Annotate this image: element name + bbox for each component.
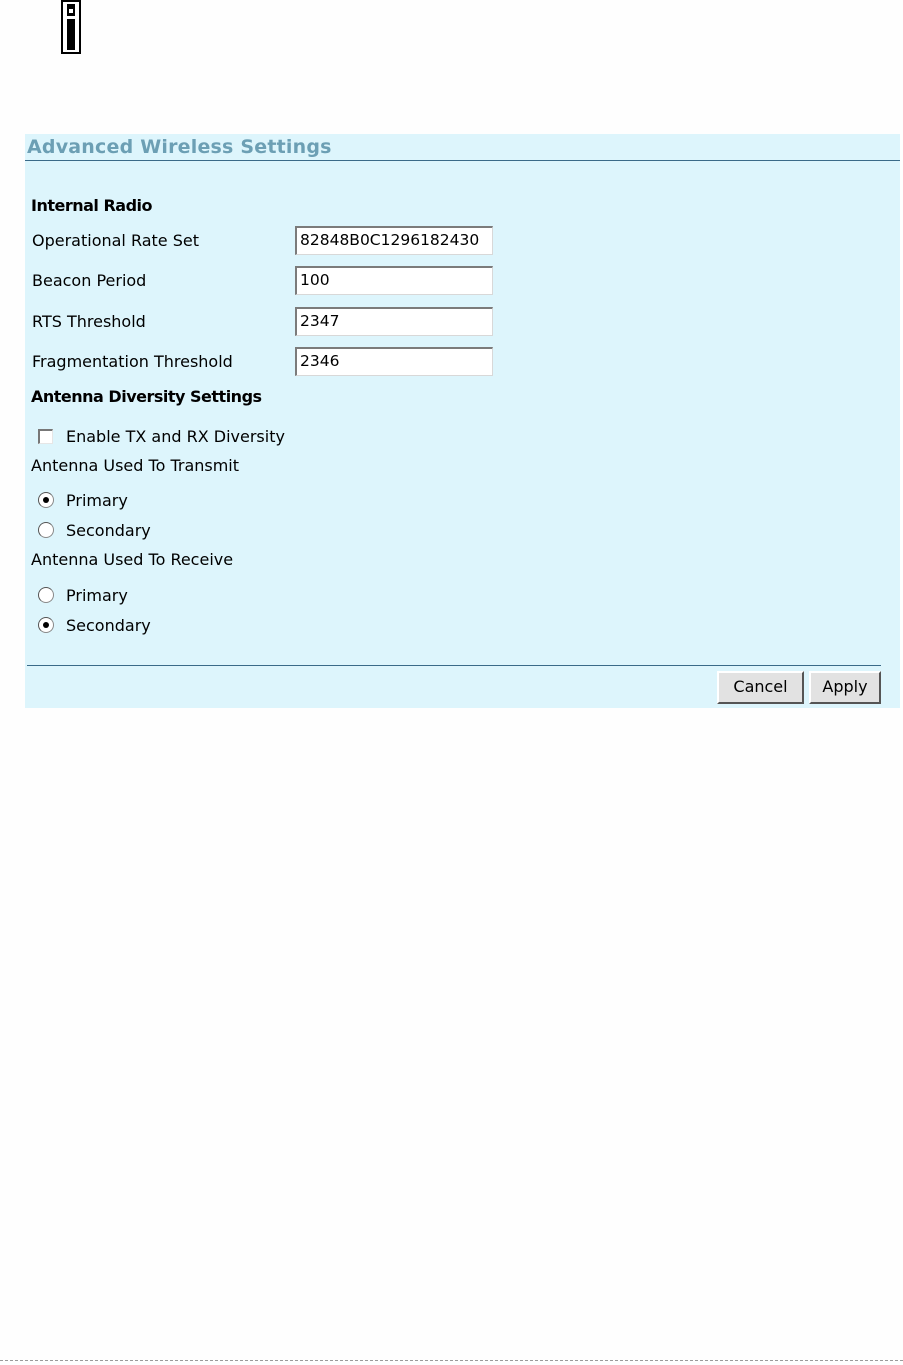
- panel-title: Advanced Wireless Settings: [27, 136, 332, 158]
- rts-threshold-input[interactable]: 2347: [295, 307, 493, 336]
- transmit-primary-option[interactable]: [38, 489, 128, 511]
- rts-threshold-label: RTS Threshold: [32, 312, 146, 331]
- info-icon: [61, 0, 81, 54]
- cancel-button[interactable]: Cancel: [717, 671, 804, 704]
- transmit-secondary-option[interactable]: [38, 519, 151, 541]
- tx-rx-diversity-label: Enable TX and RX Diversity: [66, 426, 285, 446]
- receive-secondary-radio[interactable]: [38, 617, 54, 633]
- receive-primary-label: Primary: [66, 585, 128, 605]
- title-divider: [25, 160, 900, 161]
- footer-divider: [27, 665, 881, 666]
- beacon-period-input[interactable]: 100: [295, 266, 493, 295]
- receive-secondary-label: Secondary: [66, 615, 151, 635]
- receive-primary-radio[interactable]: [38, 587, 54, 603]
- operational-rate-set-input[interactable]: 82848B0C1296182430: [295, 226, 493, 255]
- receive-primary-option[interactable]: [38, 584, 128, 606]
- transmit-primary-radio[interactable]: [38, 492, 54, 508]
- advanced-wireless-settings-panel: [25, 134, 900, 708]
- internal-radio-heading: Internal Radio: [31, 196, 153, 215]
- receive-antenna-label: Antenna Used To Receive: [31, 550, 234, 569]
- transmit-secondary-label: Secondary: [66, 520, 151, 540]
- tx-rx-diversity-checkbox[interactable]: [38, 429, 53, 444]
- transmit-secondary-radio[interactable]: [38, 522, 54, 538]
- apply-button[interactable]: Apply: [809, 671, 881, 704]
- tx-rx-diversity-row[interactable]: [38, 425, 285, 447]
- page-footer-divider: [0, 1360, 903, 1361]
- antenna-diversity-heading: Antenna Diversity Settings: [31, 387, 262, 406]
- fragmentation-threshold-input[interactable]: 2346: [295, 347, 493, 376]
- operational-rate-set-label: Operational Rate Set: [32, 231, 200, 250]
- fragmentation-threshold-label: Fragmentation Threshold: [32, 352, 233, 371]
- transmit-primary-label: Primary: [66, 490, 128, 510]
- receive-secondary-option[interactable]: [38, 614, 151, 636]
- transmit-antenna-label: Antenna Used To Transmit: [31, 456, 240, 475]
- beacon-period-label: Beacon Period: [32, 271, 147, 290]
